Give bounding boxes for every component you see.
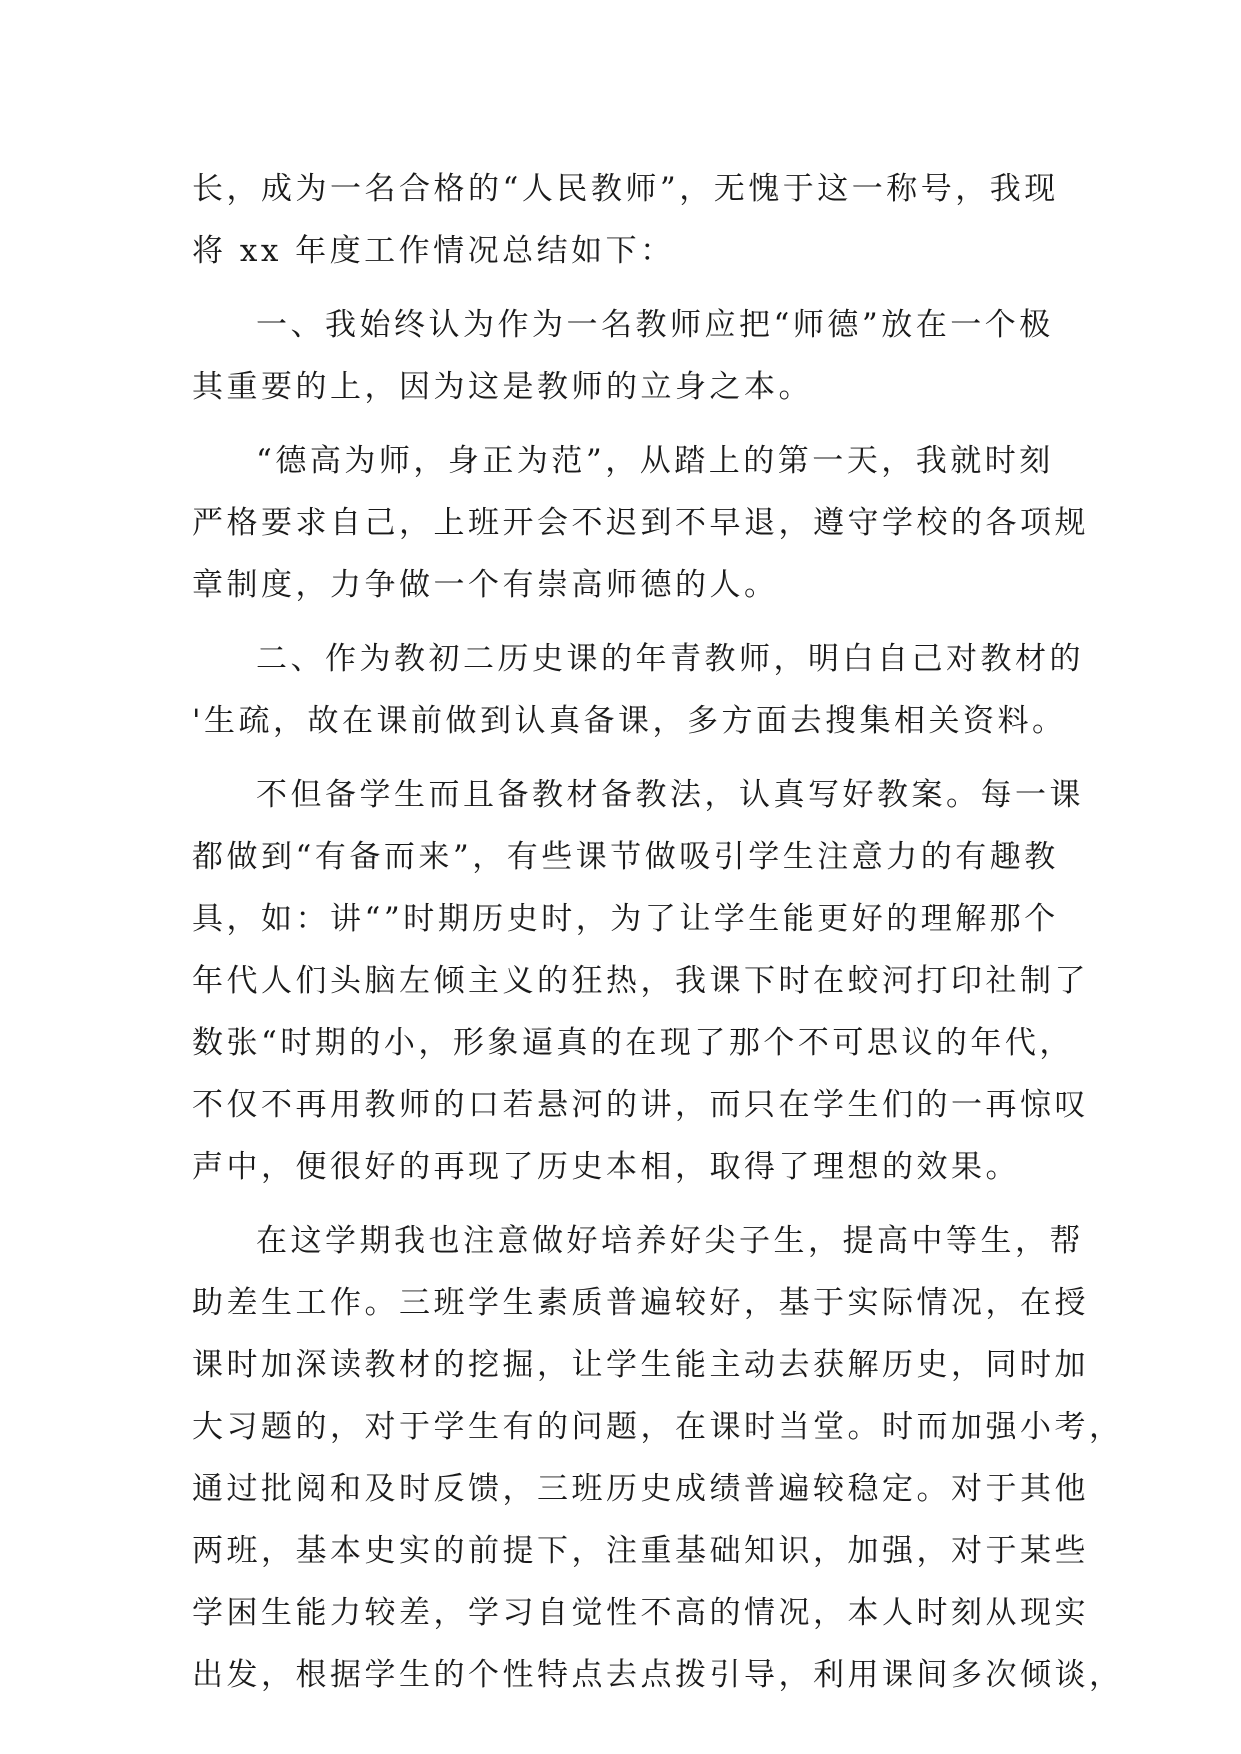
text-line: 将 xx 年度工作情况总结如下： [192, 233, 675, 269]
text-line: 其重要的上，因为这是教师的立身之本。 [192, 369, 813, 405]
text-line: 都做到“有备而来”，有些课节做吸引学生注意力的有趣教 [192, 839, 1059, 875]
text-line: 数张“时期的小，形象逼真的在现了那个不可思议的年代， [192, 1025, 1074, 1061]
body-text [192, 158, 1124, 1706]
text-line: 章制度，力争做一个有崇高师德的人。 [192, 567, 779, 603]
text-line: 不仅不再用教师的口若悬河的讲，而只在学生们的一再惊叹 [192, 1087, 1089, 1123]
text-line: 出发，根据学生的个性特点去点拨引导，利用课间多次倾谈， [192, 1657, 1124, 1693]
text-line: 课时加深读教材的挖掘，让学生能主动去获解历史，同时加 [192, 1347, 1089, 1383]
text-line: 严格要求自己，上班开会不迟到不早退，遵守学校的各项规 [192, 505, 1089, 541]
text-line: 具，如：讲“”时期历史时，为了让学生能更好的理解那个 [192, 901, 1059, 937]
paragraph-start: 一、我始终认为作为一名教师应把“师德”放在一个极 [256, 307, 1054, 343]
text-line: 长，成为一名合格的“人民教师”，无愧于这一称号，我现 [192, 171, 1059, 207]
paragraph-start: 二、作为教初二历史课的年青教师，明白自己对教材的 [256, 641, 1084, 677]
text-line: 通过批阅和及时反馈，三班历史成绩普遍较稳定。对于其他 [192, 1471, 1089, 1507]
paragraph-start: “德高为师，身正为范”，从踏上的第一天，我就时刻 [256, 443, 1054, 479]
text-line: 两班，基本史实的前提下，注重基础知识，加强，对于某些 [192, 1533, 1089, 1569]
text-line: 大习题的，对于学生有的问题，在课时当堂。时而加强小考， [192, 1409, 1124, 1445]
paragraph-start: 不但备学生而且备教材备教法，认真写好教案。每一课 [256, 777, 1084, 813]
paragraph-start: 在这学期我也注意做好培养好尖子生，提高中等生，帮 [256, 1223, 1084, 1259]
text-line: 学困生能力较差，学习自觉性不高的情况，本人时刻从现实 [192, 1595, 1089, 1631]
text-line: 年代人们头脑左倾主义的狂热，我课下时在蛟河打印社制了 [192, 963, 1089, 999]
text-line: 声中，便很好的再现了历史本相，取得了理想的效果。 [192, 1149, 1020, 1185]
text-line: 助差生工作。三班学生素质普遍较好，基于实际情况，在授 [192, 1285, 1089, 1321]
text-line: '生疏，故在课前做到认真备课，多方面去搜集相关资料。 [192, 703, 1067, 739]
